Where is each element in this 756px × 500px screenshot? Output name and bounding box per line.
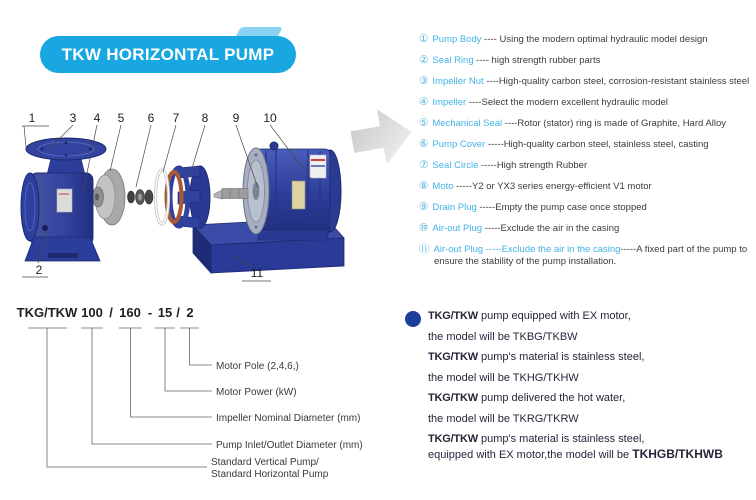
part-desc: -----Exclude the air in the casing [482,223,620,234]
note-line [428,351,748,363]
parts-list-item [419,180,754,193]
callout-9: 9 [232,111,240,125]
parts-list-item [419,222,754,235]
part-number-badge: ⑩ [419,222,429,234]
part-desc: ----Rotor (stator) ring is made of Graphite, Hard Alloy [502,118,726,129]
parts-list-item [419,159,754,172]
note-text: pump equipped with EX motor, [477,310,631,322]
part-name: Air-out Plug [432,223,483,234]
part-desc: ---- high strength rubber parts [473,55,601,66]
exploded-pump-diagram [8,85,433,295]
part-desc: -----High strength Rubber [478,160,588,171]
part-number-badge: ④ [419,96,429,108]
motor [243,142,341,240]
note-line [428,433,748,445]
note-text: pump's material is stainless steel, [477,351,645,363]
part-name: Pump Body [432,34,482,45]
page-title: TKW HORIZONTAL PUMP [61,44,275,64]
bullet-icon [405,311,421,327]
model-variant-notes [428,310,748,470]
note-line [428,448,748,461]
branch-motor-pole: Motor Pole (2,4,6,) [216,361,299,372]
model-code: TKG/TKW [428,433,478,445]
callout-1: 1 [28,111,36,125]
part-number-badge: ① [419,33,429,45]
parts-list-item [419,138,754,151]
parts-list-item [419,201,754,214]
branch-pump-type-line2: Standard Horizontal Pump [211,469,329,480]
part-desc: ---- Using the modern optimal hydraulic model design [481,34,708,45]
parts-list-item [419,33,754,46]
note-line [428,392,748,404]
model-code-tree [10,295,370,495]
parts-list-item [419,243,754,268]
highlighted-model-code: TKHGB/TKHWB [632,447,723,461]
note-line [428,331,748,343]
impeller [93,169,126,225]
callout-11: 11 [250,266,264,280]
part-desc-line2: ensure the stability of the pump installation. [434,256,617,267]
model-segment-power: 15 [157,305,173,320]
branch-motor-power: Motor Power (kW) [216,387,297,398]
part-desc: -----A fixed part of the pump to [620,244,748,255]
branch-impeller-diameter: Impeller Nominal Diameter (mm) [216,413,361,424]
parts-list-item [419,54,754,67]
callout-5: 5 [117,111,125,125]
drain-plug [42,225,48,231]
tree-lines [28,328,212,467]
part-name: Mechanical Seal [432,118,503,129]
callout-3: 3 [69,111,77,125]
pump-cover [167,166,211,228]
model-code: TKG/TKW [428,351,478,363]
model-separator: - [147,305,153,320]
part-number-badge: ⑥ [419,138,429,150]
part-number-badge: ⑪ [419,243,430,255]
model-segment-inlet: 100 [81,305,103,320]
part-name: Seal Ring [432,55,474,66]
callout-10: 10 [263,111,277,125]
note-line [428,310,748,322]
part-desc: -----Empty the pump case once stopped [476,202,647,213]
parts-list-item [419,117,754,130]
part-name: Air-out Plug -----Exclude the air in the casing [433,244,621,255]
part-desc: -----High-quality carbon steel, stainless steel, casting [485,139,709,150]
part-desc: -----Y2 or YX3 series energy-efficient V1 motor [453,181,652,192]
callout-4: 4 [93,111,101,125]
pump-body-casing [21,138,106,261]
part-number-badge: ⑤ [419,117,429,129]
part-desc: ----Select the modern excellent hydraulic model [466,97,668,108]
part-name: Impeller Nut [432,76,484,87]
note-text: the model will be TKBG/TKBW [428,330,578,343]
callout-8: 8 [201,111,209,125]
model-segment-pole: 2 [186,305,194,320]
callout-2: 2 [35,263,43,277]
model-separator: / [176,305,180,320]
branch-pump-type-line1: Standard Vertical Pump/ [211,457,319,468]
parts-list-item [419,96,754,109]
part-desc: ----High-quality carbon steel, corrosion-resistant stainless steel [483,76,750,87]
note-line [428,413,748,425]
parts-list [419,33,754,276]
model-code: TKG/TKW [428,392,478,404]
note-text: pump delivered the hot water, [477,392,626,404]
tree-branch-labels [211,361,363,480]
part-number-badge: ② [419,54,429,66]
part-name: Drain Plug [432,202,477,213]
mechanical-seal [128,190,154,205]
part-number-badge: ⑨ [419,201,429,213]
motor-shaft [214,189,248,200]
note-text: the model will be TKRG/TKRW [428,412,579,425]
part-name: Seal Circle [432,160,479,171]
part-number-badge: ⑧ [419,180,429,192]
note-text: pump's material is stainless steel, [477,433,645,445]
model-segment-impeller: 160 [119,305,141,320]
model-segment-series: TKG/TKW [16,305,78,320]
part-number-badge: ③ [419,75,429,87]
part-name: Pump Cover [432,139,486,150]
note-line [428,372,748,384]
callout-6: 6 [147,111,155,125]
title-banner [40,36,296,73]
callout-7: 7 [172,111,180,125]
branch-inlet-outlet-diameter: Pump Inlet/Outlet Diameter (mm) [216,440,363,451]
model-code: TKG/TKW [428,310,478,322]
model-separator: / [109,305,113,320]
part-number-badge: ⑦ [419,159,429,171]
parts-list-item [419,75,754,88]
note-text: equipped with EX motor,the model will be [428,449,633,461]
note-text: the model will be TKHG/TKHW [428,371,579,384]
model-code-segments [17,305,194,320]
part-name: Impeller [432,97,467,108]
part-name: Moto [432,181,454,192]
right-arrow-icon [348,104,417,170]
